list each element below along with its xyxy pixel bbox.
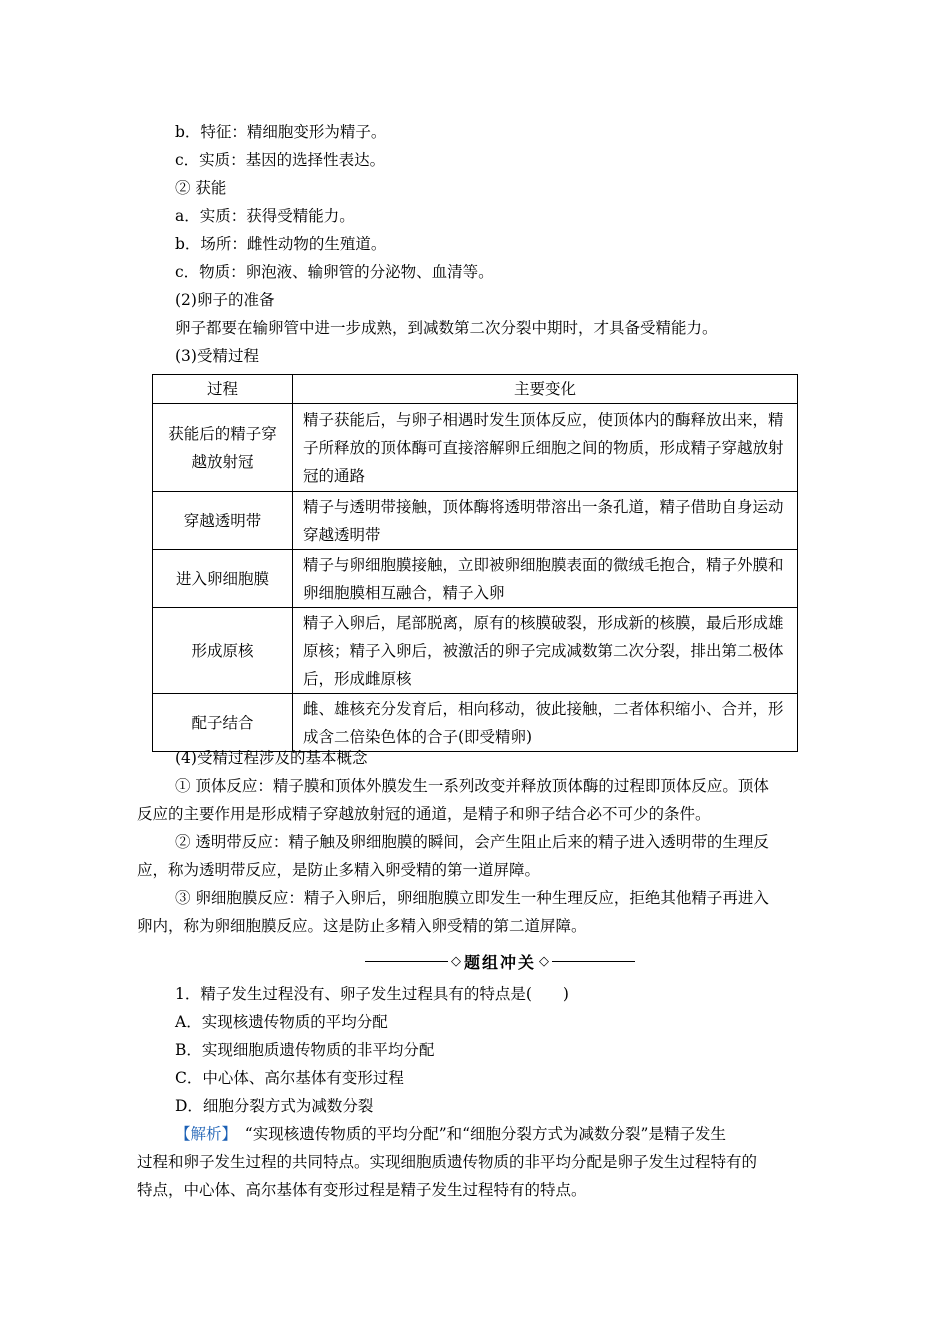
text-line: ② 获能 xyxy=(175,179,227,197)
section-heading: (3)受精过程 xyxy=(175,347,259,365)
text-line: b．场所：雌性动物的生殖道。 xyxy=(175,235,387,253)
process-description: 精子与透明带接触，顶体酶将透明带溶出一条孔道，精子借助自身运动穿越透明带 xyxy=(293,492,798,550)
analysis-line: 特点，中心体、高尔基体有变形过程是精子发生过程特有的特点。 xyxy=(137,1181,587,1199)
concept-line: ② 透明带反应：精子触及卵细胞膜的瞬间，会产生阻止后来的精子进入透明带的生理反 xyxy=(175,833,769,851)
process-description: 精子与卵细胞膜接触，立即被卵细胞膜表面的微绒毛抱合，精子外膜和卵细胞膜相互融合，精子入卵 xyxy=(293,550,798,608)
question-option: C．中心体、高尔基体有变形过程 xyxy=(175,1069,404,1087)
table-row xyxy=(153,404,798,492)
process-name: 进入卵细胞膜 xyxy=(153,550,293,608)
text-line: 卵子都要在输卵管中进一步成熟，到减数第二次分裂中期时，才具备受精能力。 xyxy=(175,319,718,337)
table-row xyxy=(153,608,798,694)
process-name: 配子结合 xyxy=(153,694,293,752)
question-option: B．实现细胞质遗传物质的非平均分配 xyxy=(175,1041,435,1059)
section-title: 题组冲关 xyxy=(464,952,537,972)
table-row xyxy=(153,550,798,608)
table-row xyxy=(153,492,798,550)
process-name: 获能后的精子穿越放射冠 xyxy=(153,404,293,492)
table-row xyxy=(153,694,798,752)
process-description: 雌、雄核充分发育后，相向移动，彼此接触，二者体积缩小、合并，形成含二倍染色体的合子(即受精卵) xyxy=(293,694,798,752)
section-separator xyxy=(365,950,635,972)
process-description: 精子获能后，与卵子相遇时发生顶体反应，使顶体内的酶释放出来，精子所释放的顶体酶可直接溶解卵丘细胞之间的物质，形成精子穿越放射冠的通路 xyxy=(293,404,798,492)
table-header-row xyxy=(153,375,798,404)
concept-line: ③ 卵细胞膜反应：精子入卵后，卵细胞膜立即发生一种生理反应，拒绝其他精子再进入 xyxy=(175,889,769,907)
diamond-icon: ◇ xyxy=(451,953,461,969)
question-stem: 1．精子发生过程没有、卵子发生过程具有的特点是( ) xyxy=(175,985,569,1003)
process-description: 精子入卵后，尾部脱离，原有的核膜破裂，形成新的核膜，最后形成雄原核；精子入卵后，被激活的卵子完成减数第二次分裂，排出第二极体后，形成雌原核 xyxy=(293,608,798,694)
separator-rule-left xyxy=(365,961,448,962)
analysis-line xyxy=(175,1124,726,1144)
question-option: A．实现核遗传物质的平均分配 xyxy=(175,1013,388,1031)
analysis-text: “实现核遗传物质的平均分配”和“细胞分裂方式为减数分裂”是精子发生 xyxy=(229,1125,726,1143)
header-process: 过程 xyxy=(153,375,293,404)
process-name: 穿越透明带 xyxy=(153,492,293,550)
process-name: 形成原核 xyxy=(153,608,293,694)
concept-line: 卵内，称为卵细胞膜反应。这是防止多精入卵受精的第二道屏障。 xyxy=(137,917,587,935)
header-main-change: 主要变化 xyxy=(293,375,798,404)
section-heading: (4)受精过程涉及的基本概念 xyxy=(175,749,368,767)
analysis-tag: 【解析】 xyxy=(175,1125,230,1143)
text-line: c．实质：基因的选择性表达。 xyxy=(175,151,386,169)
concept-line: 应，称为透明带反应，是防止多精入卵受精的第一道屏障。 xyxy=(137,861,541,879)
concept-line: ① 顶体反应：精子膜和顶体外膜发生一系列改变并释放顶体酶的过程即顶体反应。顶体 xyxy=(175,777,769,795)
text-line: c．物质：卵泡液、输卵管的分泌物、血清等。 xyxy=(175,263,494,281)
concept-line: 反应的主要作用是形成精子穿越放射冠的通道，是精子和卵子结合必不可少的条件。 xyxy=(137,805,711,823)
text-line: b．特征：精细胞变形为精子。 xyxy=(175,123,387,141)
fertilization-process-table xyxy=(152,374,798,752)
separator-rule-right xyxy=(552,961,635,962)
diamond-icon: ◇ xyxy=(539,953,550,969)
section-heading: (2)卵子的准备 xyxy=(175,291,275,309)
text-line: a．实质：获得受精能力。 xyxy=(175,207,355,225)
analysis-line: 过程和卵子发生过程的共同特点。实现细胞质遗传物质的非平均分配是卵子发生过程特有的 xyxy=(137,1153,758,1171)
question-option: D．细胞分裂方式为减数分裂 xyxy=(175,1097,374,1115)
